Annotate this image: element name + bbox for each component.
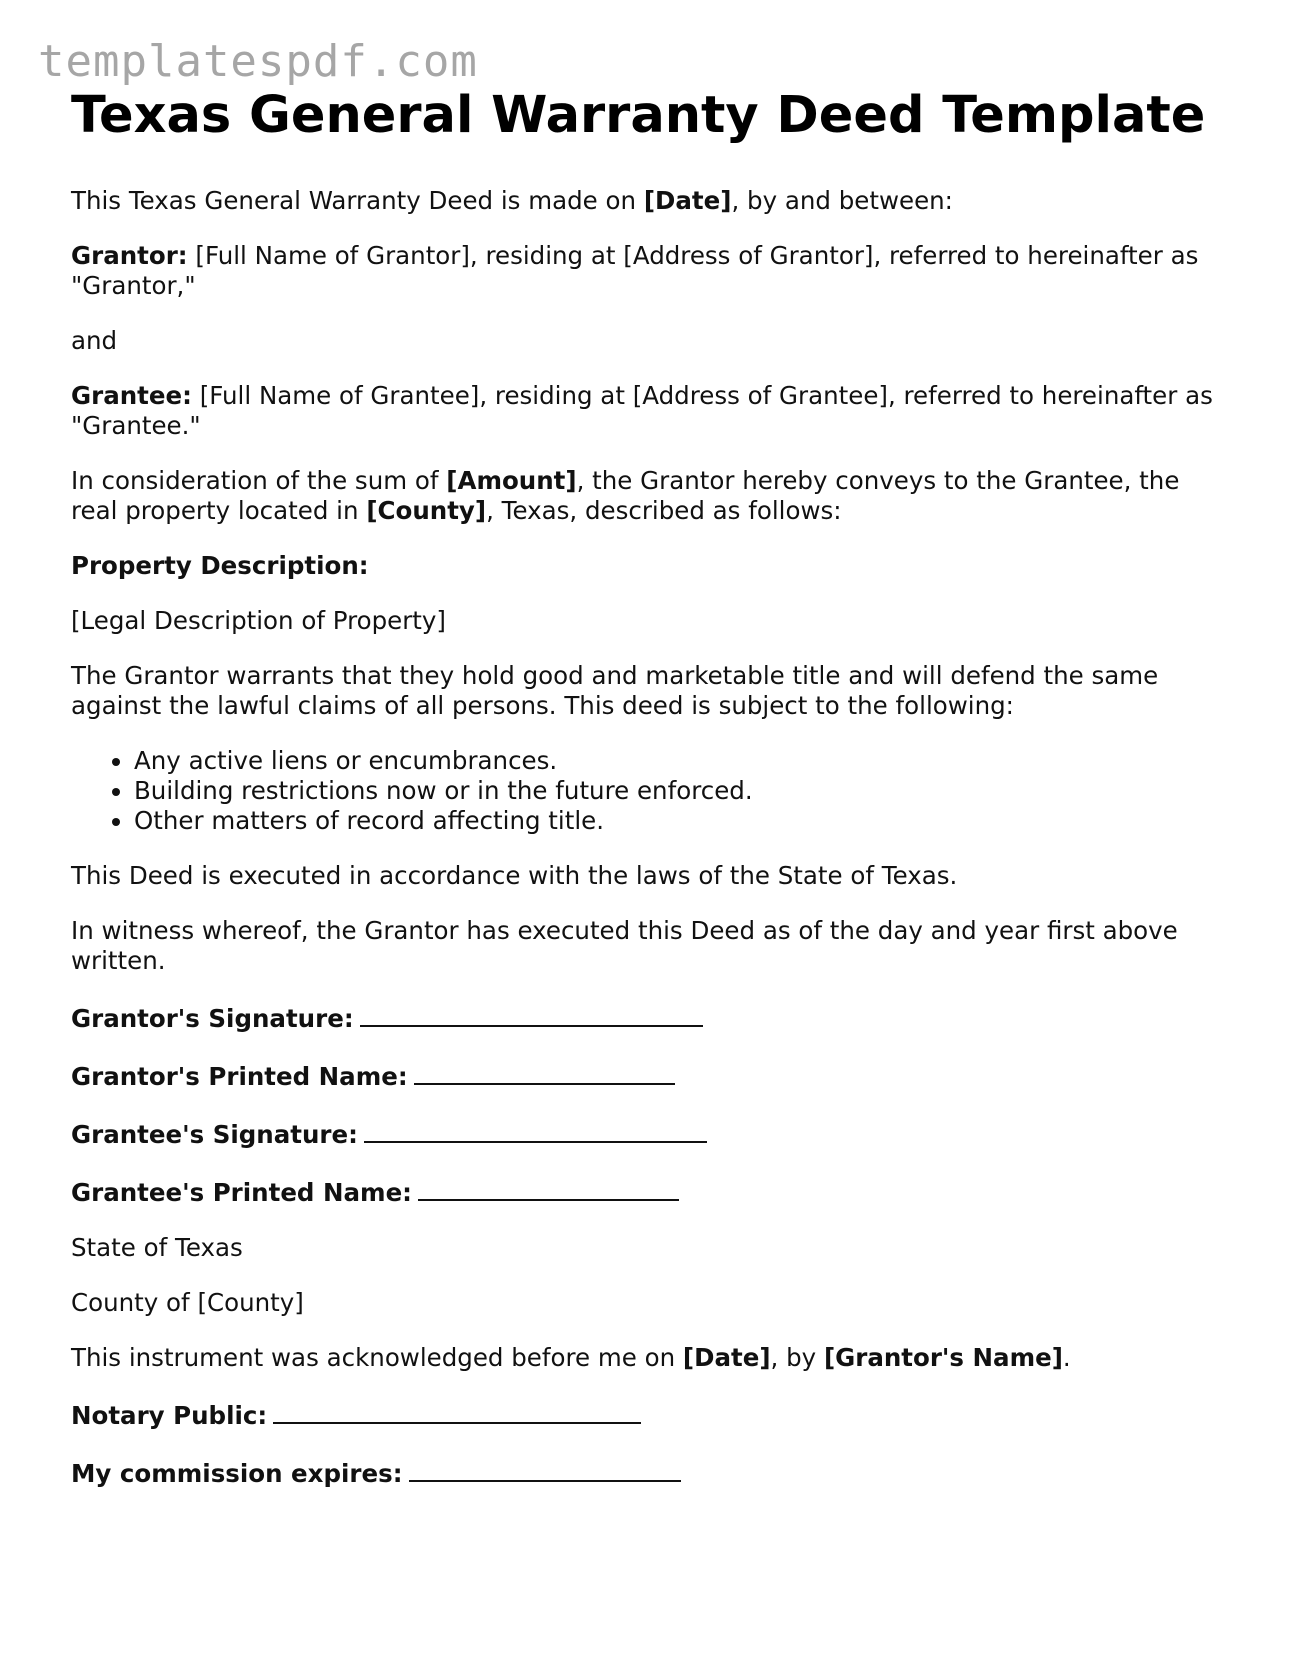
ack-text: This instrument was acknowledged before me on — [71, 1343, 683, 1372]
acknowledgment-paragraph — [71, 1343, 1231, 1373]
grantor-printed-line[interactable] — [414, 1059, 675, 1085]
commission-row — [71, 1456, 1231, 1489]
grantee-signature-row — [71, 1117, 1231, 1150]
intro-text-end: , by and between: — [731, 186, 953, 215]
property-heading-text: Property Description: — [71, 551, 369, 580]
exceptions-list — [71, 746, 1231, 836]
notary-public-row — [71, 1398, 1231, 1431]
grantor-label: Grantor: — [71, 241, 188, 270]
notary-public-line[interactable] — [273, 1398, 641, 1424]
grantor-signature-label: Grantor's Signature: — [71, 1004, 354, 1033]
grantor-printed-label: Grantor's Printed Name: — [71, 1062, 408, 1091]
consideration-paragraph — [71, 466, 1231, 526]
ack-text-mid: , by — [770, 1343, 824, 1372]
list-item: • Other matters of record affecting title. — [134, 806, 1231, 836]
grantee-paragraph — [71, 381, 1231, 441]
ack-name: [Grantor's Name] — [823, 1343, 1063, 1372]
grantee-signature-label: Grantee's Signature: — [71, 1120, 358, 1149]
list-item: • Building restrictions now or in the future enforced. — [134, 776, 1231, 806]
grantee-printed-line[interactable] — [418, 1175, 679, 1201]
notary-state: State of Texas — [71, 1233, 243, 1262]
document-body — [71, 186, 1231, 1514]
and-text: and — [71, 326, 118, 355]
grantor-text: [Full Name of Grantor], residing at [Address of Grantor], referred to hereinafter as "Grantor," — [71, 241, 1199, 300]
grantor-signature-row — [71, 1001, 1231, 1034]
executed-paragraph: This Deed is executed in accordance with the laws of the State of Texas. — [71, 861, 958, 890]
consideration-text-1: In consideration of the sum of — [71, 466, 447, 495]
grantor-paragraph — [71, 241, 1231, 301]
commission-line[interactable] — [409, 1456, 681, 1482]
legal-description: [Legal Description of Property] — [71, 606, 446, 635]
consideration-text-2: , the Grantor hereby conveys to the Grantee, the real property located in — [71, 466, 1180, 525]
grantee-printed-row — [71, 1175, 1231, 1208]
intro-date: [Date] — [643, 186, 732, 215]
notary-county: County of [County] — [71, 1288, 304, 1317]
list-item: • Any active liens or encumbrances. — [134, 746, 1231, 776]
grantee-signature-line[interactable] — [364, 1117, 707, 1143]
intro-paragraph — [71, 186, 1231, 216]
document-title: Texas General Warranty Deed Template — [71, 86, 1206, 145]
commission-label: My commission expires: — [71, 1459, 403, 1488]
warranty-paragraph: The Grantor warrants that they hold good and marketable title and will defend the same against the lawful claims of all persons. This deed is subject to the following: — [71, 661, 1159, 720]
grantee-text: [Full Name of Grantee], residing at [Address of Grantee], referred to hereinafter as "Grantee." — [71, 381, 1213, 440]
consideration-county: [County] — [366, 496, 487, 525]
watermark: templatespdf.com — [38, 36, 478, 87]
notary-public-label: Notary Public: — [71, 1401, 268, 1430]
grantee-label: Grantee: — [71, 381, 192, 410]
grantee-printed-label: Grantee's Printed Name: — [71, 1178, 412, 1207]
intro-text: This Texas General Warranty Deed is made on — [71, 186, 644, 215]
witness-paragraph: In witness whereof, the Grantor has executed this Deed as of the day and year first above written. — [71, 916, 1178, 975]
grantor-printed-row — [71, 1059, 1231, 1092]
ack-text-end: . — [1062, 1343, 1071, 1372]
consideration-text-3: , Texas, described as follows: — [486, 496, 842, 525]
consideration-amount: [Amount] — [446, 466, 577, 495]
grantor-signature-line[interactable] — [360, 1001, 703, 1027]
ack-date: [Date] — [682, 1343, 771, 1372]
property-heading — [71, 551, 1231, 581]
